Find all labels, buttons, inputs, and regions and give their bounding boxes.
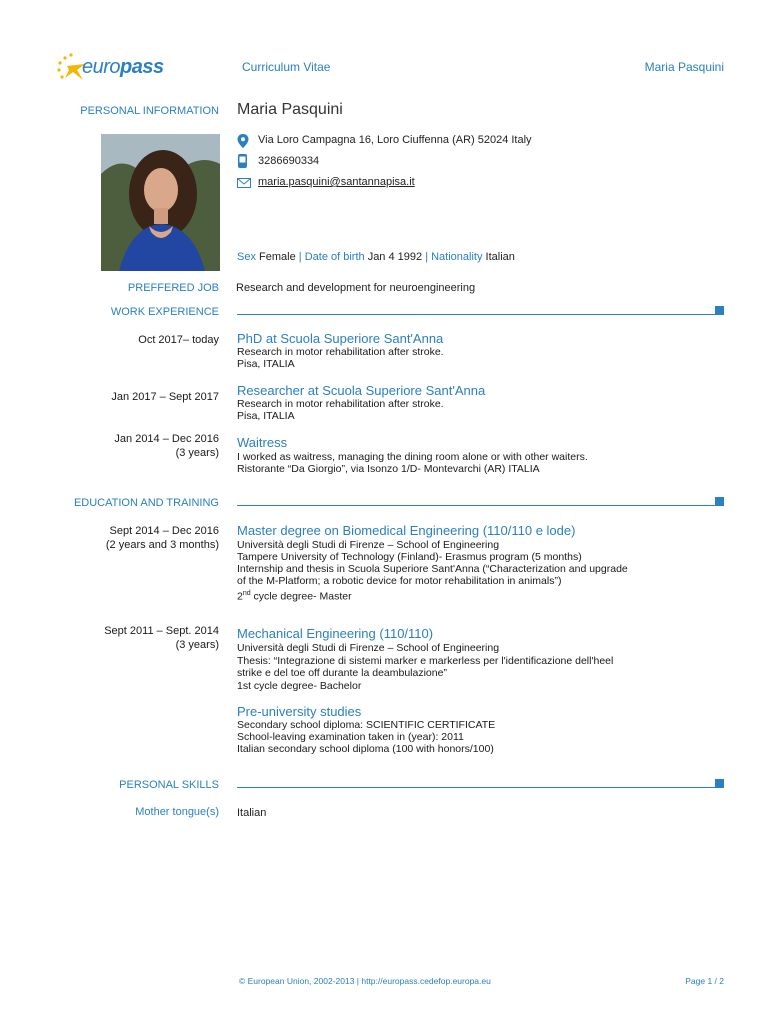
logo-text-post: pass (120, 56, 164, 78)
education-line: Secondary school diploma: SCIENTIFIC CERTIFICATE (237, 719, 496, 731)
work-location: Pisa, ITALIA (237, 358, 295, 370)
education-label: EDUCATION AND TRAINING (73, 497, 219, 509)
education-degree (237, 588, 352, 603)
logo-text-pre: euro (82, 56, 121, 78)
degree-text: cycle degree- Master (250, 590, 352, 603)
education-line: Internship and thesis in Scuola Superiore Sant'Anna (“Characterization and upgrade (237, 563, 628, 575)
education-line: Tampere University of Technology (Finland)- Erasmus program (5 months) (237, 551, 582, 563)
dob-value: Jan 4 1992 (367, 251, 423, 263)
work-title: Researcher at Scuola Superiore Sant'Anna (237, 383, 486, 398)
education-line: 1st cycle degree- Bachelor (237, 680, 362, 692)
education-line: of the M-Platform; a robotic device for motor rehabilitation in animals”) (237, 575, 562, 587)
education-line: School-leaving examination taken in (year): 2011 (237, 731, 464, 743)
work-date: Jan 2014 – Dec 2016 (114, 433, 219, 445)
section-marker (715, 306, 724, 315)
location-icon (237, 134, 249, 148)
education-line: Università degli Studi di Firenze – School of Engineering (237, 539, 500, 551)
nationality-label: Nationality (431, 251, 483, 263)
work-experience-label: WORK EXPERIENCE (110, 306, 219, 318)
education-date: Sept 2011 – Sept. 2014 (104, 625, 219, 637)
section-marker (715, 497, 724, 506)
degree-number: 2 (237, 590, 243, 603)
mother-tongue-label: Mother tongue(s) (135, 806, 219, 818)
preferred-job-label: PREFFERED JOB (127, 282, 219, 294)
work-duration: (3 years) (175, 447, 219, 459)
work-description: Research in motor rehabilitation after stroke. (237, 346, 444, 358)
personal-skills-label: PERSONAL SKILLS (119, 779, 219, 791)
doc-title: Curriculum Vitae (242, 60, 331, 74)
section-rule (237, 787, 717, 788)
education-line: Italian secondary school diploma (100 with honors/100) (237, 743, 494, 755)
work-title: Waitress (237, 435, 288, 450)
person-name: Maria Pasquini (237, 101, 343, 118)
email-address[interactable]: maria.pasquini@santannapisa.it (258, 176, 415, 188)
separator: | (298, 251, 302, 263)
nationality-value: Italian (485, 251, 515, 263)
section-rule (237, 314, 717, 315)
education-date: Sept 2014 – Dec 2016 (109, 525, 219, 537)
work-date: Jan 2017 – Sept 2017 (111, 391, 219, 403)
page-number: Page 1 / 2 (685, 976, 724, 986)
work-date: Oct 2017– today (138, 334, 219, 346)
mobile-phone-icon (237, 154, 248, 168)
work-description: Research in motor rehabilitation after stroke. (237, 398, 444, 410)
footer-copyright: © European Union, 2002-2013 | http://europass.cedefop.europa.eu (239, 976, 491, 986)
email-link[interactable] (258, 176, 415, 188)
education-title: Master degree on Biomedical Engineering (110/110 e lode) (237, 523, 576, 538)
separator: | (425, 251, 429, 263)
work-title: PhD at Scuola Superiore Sant'Anna (237, 331, 444, 346)
sex-value: Female (259, 251, 296, 263)
section-rule (237, 505, 717, 506)
education-title: Pre-university studies (237, 704, 362, 719)
work-location: Pisa, ITALIA (237, 410, 295, 422)
personal-info-label: PERSONAL INFORMATION (80, 105, 219, 117)
dob-label: Date of birth (304, 251, 365, 263)
email-icon (237, 178, 251, 188)
degree-ordinal: nd (242, 590, 251, 597)
education-duration: (2 years and 3 months) (105, 539, 219, 551)
mother-tongue-value: Italian (237, 807, 267, 819)
education-line: Thesis: “Integrazione di sistemi marker e markerless per l'identificazione dell'heel (237, 655, 614, 667)
section-marker (715, 779, 724, 788)
phone-number: 3286690334 (258, 155, 320, 167)
education-line: strike e del toe off durante la deambulazione” (237, 667, 447, 679)
work-location: Ristorante “Da Giorgio”, via Isonzo 1/D- Montevarchi (AR) ITALIA (237, 463, 540, 475)
education-duration: (3 years) (175, 639, 219, 651)
europass-wordmark (82, 56, 164, 79)
profile-photo (101, 134, 220, 271)
education-title: Mechanical Engineering (110/110) (237, 626, 434, 641)
preferred-job-value: Research and development for neuroengineering (236, 282, 476, 294)
sex-label: Sex (237, 251, 256, 263)
header-person-name: Maria Pasquini (644, 60, 724, 74)
education-line: Università degli Studi di Firenze – School of Engineering (237, 642, 500, 654)
personal-details-line (237, 251, 515, 263)
work-description: I worked as waitress, managing the dining room alone or with other waiters. (237, 451, 588, 463)
address: Via Loro Campagna 16, Loro Ciuffenna (AR) 52024 Italy (258, 134, 532, 146)
